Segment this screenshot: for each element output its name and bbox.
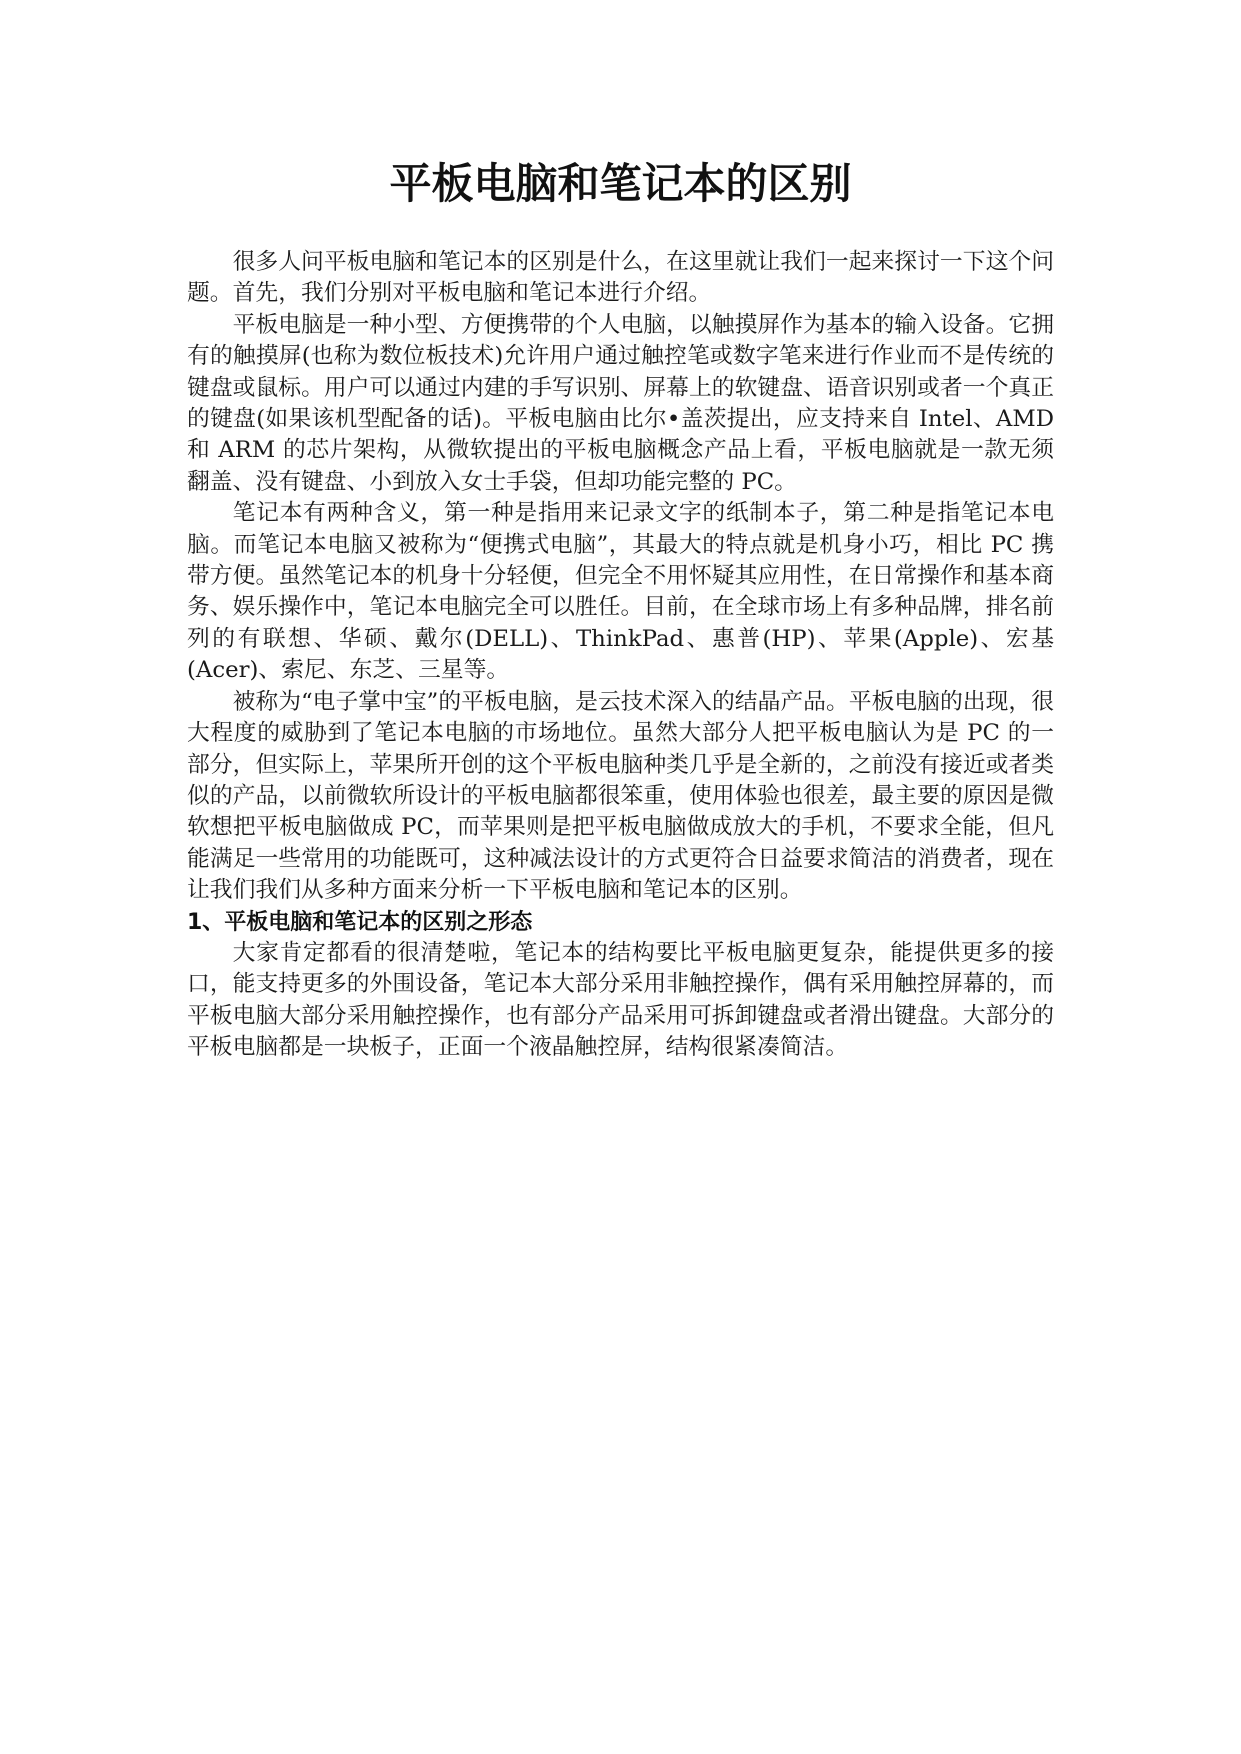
paragraph-intro: 很多人问平板电脑和笔记本的区别是什么，在这里就让我们一起来探讨一下这个问题。首先，我们分别对平板电脑和笔记本进行介绍。	[187, 249, 1054, 307]
paragraph-comparison: 被称为“电子掌中宝”的平板电脑，是云技术深入的结晶产品。平板电脑的出现，很大程度的威胁到了笔记本电脑的市场地位。虽然大部分人把平板电脑认为是 PC 的一部分，但实际上，苹果所开创的这个平板电脑种类几乎是全新的，之前没有接近或者类似的产品，以前微软所设计的平板电脑都很笨重，使用体验也很差，最主要的原因是微软想把平板电脑做成 PC，而苹果则是把平板电脑做成放大的手机，不要求全能，但凡能满足一些常用的功能既可，这种减法设计的方式更符合日益要求简洁的消费者，现在让我们我们从多种方面来分析一下平板电脑和笔记本的区别。	[187, 688, 1054, 904]
document-title: 平板电脑和笔记本的区别	[389, 159, 852, 208]
paragraph-tablet: 平板电脑是一种小型、方便携带的个人电脑，以触摸屏作为基本的输入设备。它拥有的触摸屏(也称为数位板技术)允许用户通过触控笔或数字笔来进行作业而不是传统的键盘或鼠标。用户可以通过内建的手写识别、屏幕上的软键盘、语音识别或者一个真正的键盘(如果该机型配备的话)。平板电脑由比尔•盖茨提出，应支持来自 Intel、AMD 和 ARM 的芯片架构，从微软提出的平板电脑概念产品上看，平板电脑就是一款无须翻盖、没有键盘、小到放入女士手袋，但却功能完整的 PC。	[187, 311, 1054, 495]
section-heading: 1、平板电脑和笔记本的区别之形态	[187, 909, 533, 935]
document-body	[187, 247, 1054, 1064]
paragraph-notebook: 笔记本有两种含义，第一种是指用来记录文字的纸制本子，第二种是指笔记本电脑。而笔记本电脑又被称为“便携式电脑”，其最大的特点就是机身小巧，相比 PC 携带方便。虽然笔记本的机身十分轻便，但完全不用怀疑其应用性，在日常操作和基本商务、娱乐操作中，笔记本电脑完全可以胜任。目前，在全球市场上有多种品牌，排名前列的有联想、华硕、戴尔(DELL)、ThinkPad、惠普(HP)、苹果(Apple)、宏基(Acer)、索尼、东芝、三星等。	[187, 500, 1054, 684]
paragraph-form-factor: 大家肯定都看的很清楚啦，笔记本的结构要比平板电脑更复杂，能提供更多的接口，能支持更多的外围设备，笔记本大部分采用非触控操作，偶有采用触控屏幕的，而平板电脑大部分采用触控操作，也有部分产品采用可拆卸键盘或者滑出键盘。大部分的平板电脑都是一块板子，正面一个液晶触控屏，结构很紧凑简洁。	[187, 939, 1054, 1061]
